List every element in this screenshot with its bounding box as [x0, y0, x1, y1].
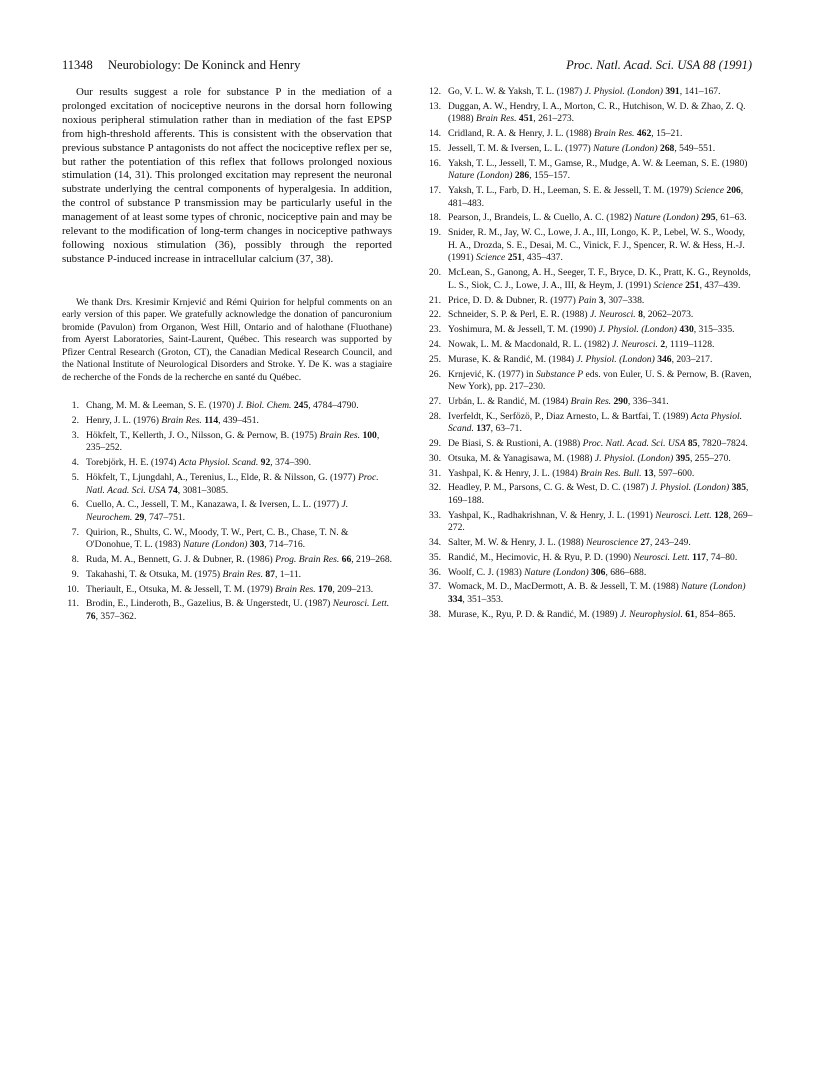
reference-number: 16.	[429, 157, 441, 169]
reference-pages: 2062–2073.	[647, 309, 694, 321]
reference-authors: Randić, M., Hecimovic, H. & Ryu, P. D. (1990)	[448, 551, 631, 563]
reference-journal: Nature (London)	[681, 581, 746, 593]
reference-item: 9. Takahashi, T. & Otsuka, M. (1975) Brain Res. 87, 1–11.	[62, 569, 392, 582]
reference-number: 36.	[429, 566, 441, 578]
reference-item: 25. Murase, K. & Randić, M. (1984) J. Physiol. (London) 346, 203–217.	[424, 354, 754, 367]
reference-item: 3. Hökfelt, T., Kellerth, J. O., Nilsson, G. & Pernow, B. (1975) Brain Res. 100, 235–252.	[62, 430, 392, 455]
reference-item: 22. Schneider, S. P. & Perl, E. R. (1988) J. Neurosci. 8, 2062–2073.	[424, 309, 754, 322]
reference-authors: Headley, P. M., Parsons, C. G. & West, D. C. (1987)	[448, 482, 649, 494]
reference-number: 26.	[429, 368, 441, 380]
reference-authors: Cuello, A. C., Jessell, T. M., Kanazawa, I. & Iversen, L. L. (1977)	[86, 499, 340, 511]
reference-number: 1.	[71, 400, 79, 412]
reference-volume: 251	[685, 279, 700, 291]
running-title: Neurobiology: De Koninck and Henry	[108, 58, 301, 72]
reference-number: 18.	[429, 212, 441, 224]
reference-volume: 385	[731, 482, 746, 494]
reference-volume: 29	[134, 511, 145, 523]
reference-pages: 437–439.	[704, 279, 741, 291]
reference-volume: 92	[260, 457, 271, 469]
reference-number: 28.	[429, 410, 441, 422]
reference-authors: Yaksh, T. L., Jessell, T. M., Gamse, R., Mudge, A. W. & Leeman, S. E. (1980)	[448, 157, 748, 169]
reference-volume: 391	[665, 86, 680, 97]
reference-list-right	[424, 86, 754, 621]
reference-journal: Acta Physiol. Scand.	[178, 457, 259, 469]
reference-journal: J. Physiol. (London)	[598, 324, 677, 336]
reference-number: 15.	[429, 142, 441, 154]
reference-authors: De Biasi, S. & Rustioni, A. (1988)	[448, 438, 581, 450]
reference-volume: 114	[204, 415, 219, 427]
reference-authors: Theriault, E., Otsuka, M. & Jessell, T. M. (1979)	[86, 583, 273, 595]
reference-volume: 76	[86, 611, 96, 623]
reference-journal: J. Physiol. (London)	[650, 482, 730, 494]
reference-authors: Schneider, S. P. & Perl, E. R. (1988)	[448, 309, 588, 321]
reference-item: 23. Yoshimura, M. & Jessell, T. M. (1990) J. Physiol. (London) 430, 315–335.	[424, 324, 754, 337]
reference-authors: Price, D. D. & Dubner, R. (1977)	[448, 294, 576, 306]
reference-number: 9.	[71, 568, 79, 580]
reference-journal: Substance P	[535, 368, 584, 380]
reference-pages: 435–437.	[526, 252, 563, 264]
reference-item: 2. Henry, J. L. (1976) Brain Res. 114, 439–451.	[62, 415, 392, 428]
reference-volume: 170	[318, 583, 333, 595]
reference-item: 30. Otsuka, M. & Yanagisawa, M. (1988) J. Physiol. (London) 395, 255–270.	[424, 453, 754, 466]
reference-pages: 747–751.	[149, 511, 186, 523]
page-number: 11348	[62, 58, 93, 72]
reference-item: 35. Randić, M., Hecimovic, H. & Ryu, P. D. (1990) Neurosci. Lett. 117, 74–80.	[424, 552, 754, 565]
reference-volume: 395	[675, 452, 690, 464]
reference-item: 28. Iverfeldt, K., Serfözö, P., Diaz Arnesto, L. & Bartfai, T. (1989) Acta Physiol. Scand. 137, 63–71.	[424, 411, 754, 436]
reference-number: 3.	[71, 429, 79, 441]
reference-number: 17.	[429, 185, 441, 197]
reference-authors: Ruda, M. A., Bennett, G. J. & Dubner, R. (1986)	[86, 554, 273, 566]
reference-item: 1. Chang, M. M. & Leeman, S. E. (1970) J. Biol. Chem. 245, 4784–4790.	[62, 400, 392, 413]
reference-pages: 169–188.	[448, 494, 484, 506]
reference-authors: Go, V. L. W. & Yaksh, T. L. (1987)	[448, 86, 583, 97]
acknowledgment: We thank Drs. Kresimir Krnjević and Rémi Quirion for helpful comments on an early version of this paper. We gratefully acknowledge the donation of pancuronium bromide (Pavulon) from Organon, West Hill, Ontario and of halothane (Fluothane) from Ayerst Laboratories, Saint-Laurent, Québec. This research was supported by Pfizer Central Research (Groton, CT), the Canadian Medical Research Council, and the National Institute of Neurological Disorders and Stroke. Y. De K. was a stagiaire de recherche of the Fonds de la recherche en santé du Québec.	[62, 296, 392, 383]
reference-pages: 481–483.	[448, 197, 484, 209]
reference-journal: Brain Res.	[222, 568, 263, 580]
reference-authors: Brodin, E., Linderoth, B., Gazelius, B. & Ungerstedt, U. (1987)	[86, 598, 331, 610]
reference-number: 30.	[429, 452, 441, 464]
reference-authors: Quirion, R., Shults, C. W., Moody, T. W., Pert, C. B., Chase, T. N. & O'Donohue, T. L. (1983)	[86, 526, 349, 551]
reference-volume: 85	[687, 438, 698, 450]
reference-authors: Hökfelt, T., Ljungdahl, A., Terenius, L., Elde, R. & Nilsson, G. (1977)	[86, 472, 356, 483]
reference-journal: Science	[653, 279, 683, 291]
reference-journal: J. Neurophysiol.	[620, 608, 683, 620]
reference-pages: 155–157.	[534, 170, 570, 182]
reference-volume: 117	[692, 551, 707, 563]
reference-journal: Brain Res.	[593, 128, 635, 140]
reference-journal: Science	[694, 185, 724, 197]
reference-number: 11.	[67, 598, 79, 610]
reference-journal: Brain Res. Bull.	[580, 467, 642, 479]
reference-item: 20. McLean, S., Ganong, A. H., Seeger, T. F., Bryce, D. K., Pratt, K. G., Reynolds, L. S., Siok, C. J., Lowe, J. A., III, & Heym, J. (1991) Science 251, 437–439.	[424, 267, 754, 292]
reference-pages: 63–71.	[495, 423, 522, 435]
reference-number: 29.	[429, 438, 441, 450]
reference-authors: Murase, K. & Randić, M. (1984)	[448, 353, 575, 365]
reference-pages: 854–865.	[699, 608, 736, 620]
reference-pages: 15–21.	[656, 128, 683, 140]
reference-number: 32.	[429, 482, 441, 494]
reference-pages: 7820–7824.	[702, 438, 748, 450]
reference-item: 24. Nowak, L. M. & Macdonald, R. L. (1982) J. Neurosci. 2, 1119–1128.	[424, 339, 754, 352]
reference-volume: 13	[643, 467, 654, 479]
reference-pages: 219–268.	[356, 554, 393, 566]
left-column	[62, 86, 392, 626]
reference-volume: 206	[726, 185, 741, 197]
reference-authors: Yashpal, K. & Henry, J. L. (1984)	[448, 467, 578, 479]
reference-authors: Yoshimura, M. & Jessell, T. M. (1990)	[448, 324, 597, 336]
reference-volume: 245	[293, 400, 309, 412]
reference-authors: Salter, M. W. & Henry, J. L. (1988)	[448, 537, 584, 549]
reference-volume: 2	[660, 338, 666, 350]
reference-volume: 61	[685, 608, 695, 620]
reference-pages: 307–338.	[608, 294, 645, 306]
reference-pages: 597–600.	[658, 467, 695, 479]
reference-authors: Urbán, L. & Randić, M. (1984)	[448, 395, 569, 407]
reference-volume: 295	[701, 212, 716, 224]
reference-item: 18. Pearson, J., Brandeis, L. & Cuello, A. C. (1982) Nature (London) 295, 61–63.	[424, 212, 754, 225]
reference-number: 2.	[71, 415, 79, 427]
journal-citation: Proc. Natl. Acad. Sci. USA 88 (1991)	[566, 58, 752, 72]
reference-number: 20.	[429, 267, 441, 279]
reference-journal: Brain Res.	[475, 113, 517, 125]
reference-journal: Proc. Natl. Acad. Sci. USA	[86, 472, 379, 496]
reference-item: 33. Yashpal, K., Radhakrishnan, V. & Henry, J. L. (1991) Neurosci. Lett. 128, 269–272.	[424, 510, 754, 535]
reference-journal: Acta Physiol. Scand.	[448, 410, 743, 435]
reference-journal: Neurosci. Lett.	[655, 509, 712, 521]
reference-volume: 303	[249, 539, 265, 551]
reference-item: 21. Price, D. D. & Dubner, R. (1977) Pain 3, 307–338.	[424, 295, 754, 308]
reference-number: 24.	[429, 338, 441, 350]
reference-item: 12. Go, V. L. W. & Yaksh, T. L. (1987) J. Physiol. (London) 391, 141–167.	[424, 86, 754, 99]
reference-journal: Nature (London)	[634, 212, 699, 224]
reference-pages: 141–167.	[684, 86, 721, 97]
reference-volume: 251	[507, 252, 523, 264]
reference-authors: Torebjörk, H. E. (1974)	[86, 457, 177, 469]
reference-number: 13.	[429, 100, 441, 112]
reference-volume: 128	[714, 509, 729, 521]
reference-authors: Woolf, C. J. (1983)	[448, 566, 522, 578]
reference-item: 5. Hökfelt, T., Ljungdahl, A., Terenius, L., Elde, R. & Nilsson, G. (1977) Proc. Natl. Acad. Sci. USA 74, 3081–3085.	[62, 472, 392, 497]
reference-authors: Takahashi, T. & Otsuka, M. (1975)	[86, 568, 221, 580]
reference-item: 16. Yaksh, T. L., Jessell, T. M., Gamse, R., Mudge, A. W. & Leeman, S. E. (1980) Nature (London) 286, 155–157.	[424, 158, 754, 183]
reference-pages: 357–362.	[100, 611, 137, 623]
body-paragraph: Our results suggest a role for substance P in the mediation of a prolonged excitation of nociceptive neurons in the dorsal horn following noxious peripheral stimulation rather than in mediation of the fast EPSP from high-threshold afferents. This is consistent with the observation that previous substance P antagonists do not affect the nociceptive reflex per se, but rather the potentiation of this reflex that follows prolonged noxious stimulation (14, 31). This prolonged excitation may represent the neuronal substrate underlying the central components of hyperalgesia. In addition, the control of substance P transmission may be particularly useful in the management of at least some types of chronic, nociceptive pain and may be relevant to the modification of long-term changes in nociceptive pathways following noxious stimulation (36), possibly through the reported substance P-induced increase in intracellular calcium (37, 38).	[62, 86, 392, 265]
reference-volume: 27	[640, 537, 650, 549]
reference-authors: Murase, K., Ryu, P. D. & Randić, M. (1989)	[448, 608, 618, 620]
reference-number: 21.	[429, 294, 441, 306]
reference-pages: 714–716.	[269, 539, 306, 551]
reference-volume: 268	[659, 142, 675, 154]
reference-item: 36. Woolf, C. J. (1983) Nature (London) 306, 686–688.	[424, 567, 754, 580]
reference-pages: 374–390.	[275, 457, 312, 469]
reference-pages: 315–335.	[698, 324, 735, 336]
reference-item: 13. Duggan, A. W., Hendry, I. A., Morton, C. R., Hutchison, W. D. & Zhao, Z. Q. (1988) Brain Res. 451, 261–273.	[424, 101, 754, 126]
reference-number: 6.	[71, 499, 79, 511]
reference-number: 5.	[71, 472, 79, 483]
reference-item: 37. Womack, M. D., MacDermott, A. B. & Jessell, T. M. (1988) Nature (London) 334, 351–353.	[424, 581, 754, 606]
reference-pages: 243–249.	[654, 537, 691, 549]
reference-item: 29. De Biasi, S. & Rustioni, A. (1988) Proc. Natl. Acad. Sci. USA 85, 7820–7824.	[424, 438, 754, 451]
reference-pages: 549–551.	[679, 142, 716, 154]
reference-number: 22.	[429, 309, 441, 321]
reference-journal: Brain Res.	[319, 429, 361, 441]
page-header	[62, 58, 752, 78]
reference-volume: 87	[265, 568, 275, 580]
reference-authors: Cridland, R. A. & Henry, J. L. (1988)	[448, 128, 592, 140]
reference-number: 4.	[71, 457, 79, 469]
reference-pages: 686–688.	[610, 566, 647, 578]
reference-pages: 209–213.	[337, 583, 374, 595]
reference-pages: 3081–3085.	[182, 484, 229, 496]
reference-list-left	[62, 400, 392, 623]
reference-number: 19.	[429, 227, 441, 239]
reference-pages: 4784–4790.	[313, 400, 359, 412]
reference-journal: Pain	[578, 294, 597, 306]
reference-volume: 3	[598, 294, 604, 306]
reference-journal: J. Biol. Chem.	[236, 400, 292, 412]
reference-pages: 1119–1128.	[669, 338, 715, 350]
reference-journal: Neurosci. Lett.	[332, 598, 390, 610]
reference-volume: 74	[168, 484, 178, 496]
reference-journal: Proc. Natl. Acad. Sci. USA	[582, 438, 686, 450]
reference-volume: 8	[638, 309, 643, 321]
reference-authors: Yashpal, K., Radhakrishnan, V. & Henry, J. L. (1991)	[448, 509, 653, 521]
reference-authors: Duggan, A. W., Hendry, I. A., Morton, C. R., Hutchison, W. D. & Zhao, Z. Q. (1988)	[448, 100, 746, 125]
reference-volume: 306	[591, 566, 606, 578]
reference-authors: Iverfeldt, K., Serfözö, P., Diaz Arnesto, L. & Bartfai, T. (1989)	[448, 410, 689, 422]
reference-volume: 334	[448, 594, 463, 606]
reference-authors: Yaksh, T. L., Farb, D. H., Leeman, S. E. & Jessell, T. M. (1979)	[448, 185, 693, 197]
reference-authors: Nowak, L. M. & Macdonald, R. L. (1982)	[448, 338, 610, 350]
reference-number: 14.	[429, 128, 441, 140]
reference-item: 34. Salter, M. W. & Henry, J. L. (1988) Neuroscience 27, 243–249.	[424, 537, 754, 550]
reference-volume: 346	[657, 353, 672, 365]
reference-volume: 462	[636, 128, 652, 140]
reference-journal: Neuroscience	[586, 537, 638, 549]
reference-volume: 451	[518, 113, 534, 125]
reference-journal: J. Physiol. (London)	[584, 86, 663, 97]
reference-journal: J. Physiol. (London)	[576, 353, 655, 365]
reference-item: 32. Headley, P. M., Parsons, C. G. & West, D. C. (1987) J. Physiol. (London) 385, 169–188.	[424, 482, 754, 507]
reference-pages: 74–80.	[710, 551, 738, 563]
reference-item	[424, 369, 754, 394]
reference-journal: Nature (London)	[593, 142, 658, 154]
right-column	[424, 86, 754, 624]
reference-number: 37.	[429, 581, 441, 593]
reference-pages: 269–272.	[448, 509, 753, 534]
reference-number: 27.	[429, 395, 441, 407]
reference-authors: Hökfelt, T., Kellerth, J. O., Nilsson, G. & Pernow, B. (1975)	[86, 429, 318, 441]
reference-number: 33.	[429, 509, 441, 521]
reference-journal: Brain Res.	[275, 583, 316, 595]
reference-item: 11. Brodin, E., Linderoth, B., Gazelius, B. & Ungerstedt, U. (1987) Neurosci. Lett. 76, 357–362.	[62, 598, 392, 623]
reference-item: 7. Quirion, R., Shults, C. W., Moody, T. W., Pert, C. B., Chase, T. N. & O'Donohue, T. L. (1983) Nature (London) 303, 714–716.	[62, 527, 392, 552]
reference-pages: 61–63.	[720, 212, 747, 224]
reference-pages: 351–353.	[467, 594, 504, 606]
reference-number: 10.	[67, 583, 79, 595]
reference-authors: Jessell, T. M. & Iversen, L. L. (1977)	[448, 142, 591, 154]
reference-journal: J. Physiol. (London)	[594, 452, 674, 464]
reference-volume: 286	[514, 170, 530, 182]
reference-pages: 439–451.	[222, 415, 259, 427]
reference-journal: J. Neurosci.	[612, 338, 658, 350]
reference-journal: Nature (London)	[448, 170, 513, 182]
reference-journal: Neurosci. Lett.	[633, 551, 690, 563]
reference-number: 31.	[429, 467, 441, 479]
reference-authors: Krnjević, K. (1977) in	[448, 368, 534, 380]
reference-authors: Henry, J. L. (1976)	[86, 415, 159, 427]
reference-authors: Womack, M. D., MacDermott, A. B. & Jessell, T. M. (1988)	[448, 581, 679, 593]
reference-authors: Chang, M. M. & Leeman, S. E. (1970)	[86, 400, 235, 412]
reference-volume: 137	[476, 423, 491, 435]
reference-authors: Otsuka, M. & Yanagisawa, M. (1988)	[448, 452, 593, 464]
reference-pages: eds. von Euler, U. S. & Pernow, B. (Raven, New York), pp. 217–230.	[448, 368, 752, 393]
reference-number: 38.	[429, 608, 441, 620]
reference-number: 8.	[71, 554, 79, 566]
reference-pages: 1–11.	[279, 568, 302, 580]
reference-item: 27. Urbán, L. & Randić, M. (1984) Brain Res. 290, 336–341.	[424, 396, 754, 409]
reference-item: 10. Theriault, E., Otsuka, M. & Jessell, T. M. (1979) Brain Res. 170, 209–213.	[62, 584, 392, 597]
reference-item: 8. Ruda, M. A., Bennett, G. J. & Dubner, R. (1986) Prog. Brain Res. 66, 219–268.	[62, 554, 392, 567]
reference-authors: Snider, R. M., Jay, W. C., Lowe, J. A., III, Longo, K. P., Lebel, W. S., Woody, H. A., Drozda, S. E., Desai, M. C., Vinick, F. J., Spencer, R. W. & Hess, H.-J. (1991)	[448, 227, 745, 264]
reference-pages: 203–217.	[676, 353, 713, 365]
reference-number: 34.	[429, 537, 441, 549]
reference-item: 15. Jessell, T. M. & Iversen, L. L. (1977) Nature (London) 268, 549–551.	[424, 143, 754, 156]
reference-authors: Pearson, J., Brandeis, L. & Cuello, A. C. (1982)	[448, 212, 632, 224]
reference-volume: 66	[341, 554, 352, 566]
reference-item: 17. Yaksh, T. L., Farb, D. H., Leeman, S. E. & Jessell, T. M. (1979) Science 206, 481–483.	[424, 185, 754, 210]
reference-journal: Nature (London)	[524, 566, 589, 578]
reference-item: 14. Cridland, R. A. & Henry, J. L. (1988) Brain Res. 462, 15–21.	[424, 128, 754, 141]
reference-item: 6. Cuello, A. C., Jessell, T. M., Kanazawa, I. & Iversen, L. L. (1977) J. Neurochem. 29, 747–751.	[62, 499, 392, 524]
reference-number: 7.	[71, 526, 79, 538]
reference-number: 12.	[429, 86, 441, 97]
reference-journal: Brain Res.	[161, 415, 202, 427]
reference-journal: Science	[475, 252, 506, 264]
reference-journal: J. Neurochem.	[86, 499, 349, 523]
reference-number: 23.	[429, 324, 441, 336]
reference-volume: 290	[613, 395, 628, 407]
reference-item: 31. Yashpal, K. & Henry, J. L. (1984) Brain Res. Bull. 13, 597–600.	[424, 468, 754, 481]
reference-journal: Brain Res.	[570, 395, 612, 407]
reference-item: 4. Torebjörk, H. E. (1974) Acta Physiol. Scand. 92, 374–390.	[62, 457, 392, 470]
reference-volume: 100	[362, 429, 377, 441]
reference-item: 38. Murase, K., Ryu, P. D. & Randić, M. (1989) J. Neurophysiol. 61, 854–865.	[424, 609, 754, 622]
reference-number: 25.	[429, 353, 441, 365]
reference-item: 19. Snider, R. M., Jay, W. C., Lowe, J. A., III, Longo, K. P., Lebel, W. S., Woody, H. A., Drozda, S. E., Desai, M. C., Vinick, F. J., Spencer, R. W. & Hess, H.-J. (1991) Science 251, 435–437.	[424, 227, 754, 265]
reference-journal: Prog. Brain Res.	[275, 554, 340, 566]
reference-authors: McLean, S., Ganong, A. H., Seeger, T. F., Bryce, D. K., Pratt, K. G., Reynolds, L. S., Siok, C. J., Lowe, J. A., III, & Heym, J. (1991)	[448, 267, 751, 291]
reference-journal: J. Neurosci.	[589, 309, 636, 321]
reference-pages: 235–252.	[86, 442, 122, 454]
reference-number: 35.	[429, 551, 441, 563]
reference-pages: 261–273.	[538, 113, 575, 125]
reference-volume: 430	[679, 324, 694, 336]
reference-pages: 336–341.	[632, 395, 669, 407]
reference-journal: Nature (London)	[183, 539, 248, 551]
reference-pages: 255–270.	[694, 452, 731, 464]
